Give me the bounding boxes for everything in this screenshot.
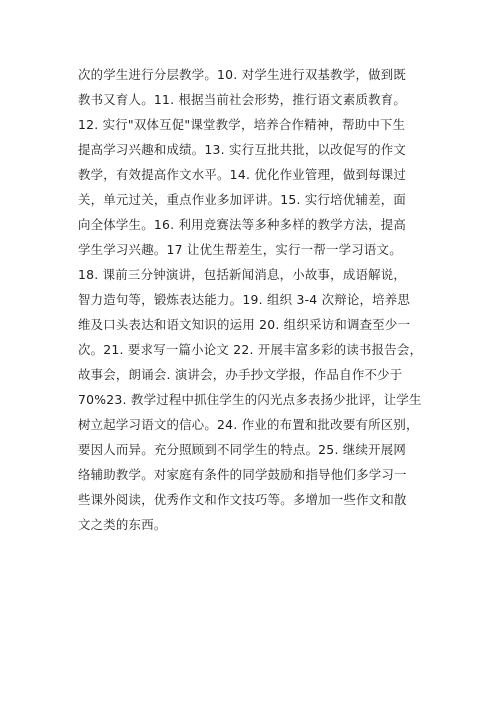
text-line: 次。21. 要求写一篇小论文 22. 开展丰富多彩的读书报告会，	[78, 342, 423, 357]
text-line: 学生学习兴趣。17 让优生帮差生，实行一帮一学习语文。	[78, 242, 402, 257]
text-line: 要因人而异。充分照顾到不同学生的特点。25. 继续开展网	[78, 442, 407, 457]
text-line: 12. 实行"双体互促"课堂教学，培养合作精神，帮助中下生	[78, 117, 406, 132]
text-line: 提高学习兴趣和成绩。13. 实行互批共批，以改促写的作文	[78, 142, 407, 157]
text-line: 次的学生进行分层教学。10. 对学生进行双基教学，做到既	[78, 67, 407, 82]
text-line: 些课外阅读，优秀作文和作文技巧等。多增加一些作文和散	[78, 492, 407, 507]
document-body	[78, 62, 428, 537]
text-line: 教书又育人。11. 根据当前社会形势，推行语文素质教育。	[78, 92, 407, 107]
text-line: 文之类的东西。	[78, 517, 167, 532]
text-line: 树立起学习语文的信心。24. 作业的布置和批改要有所区别，	[78, 417, 419, 432]
text-line: 18. 课前三分钟演讲，包括新闻消息，小故事，成语解说，	[78, 267, 407, 282]
text-line: 络辅助教学。对家庭有条件的同学鼓励和指导他们多学习一	[78, 467, 407, 482]
text-line: 教学，有效提高作文水平。14. 优化作业管理，做到每课过	[78, 167, 407, 182]
text-line: 故事会，朗诵会. 演讲会，办手抄文学报，作品自作不少于	[78, 367, 403, 382]
text-line: 70%23. 教学过程中抓住学生的闪光点多表扬少批评，让学生	[78, 392, 422, 407]
text-line: 智力造句等，锻炼表达能力。19. 组织 3-4 次辩论，培养思	[78, 292, 411, 307]
text-line: 维及口头表达和语文知识的运用 20. 组织采访和调查至少一	[78, 317, 411, 332]
text-line: 向全体学生。16. 利用竞赛法等多种多样的教学方法，提高	[78, 217, 407, 232]
text-line: 关，单元过关，重点作业多加评讲。15. 实行培优辅差，面	[78, 192, 407, 207]
